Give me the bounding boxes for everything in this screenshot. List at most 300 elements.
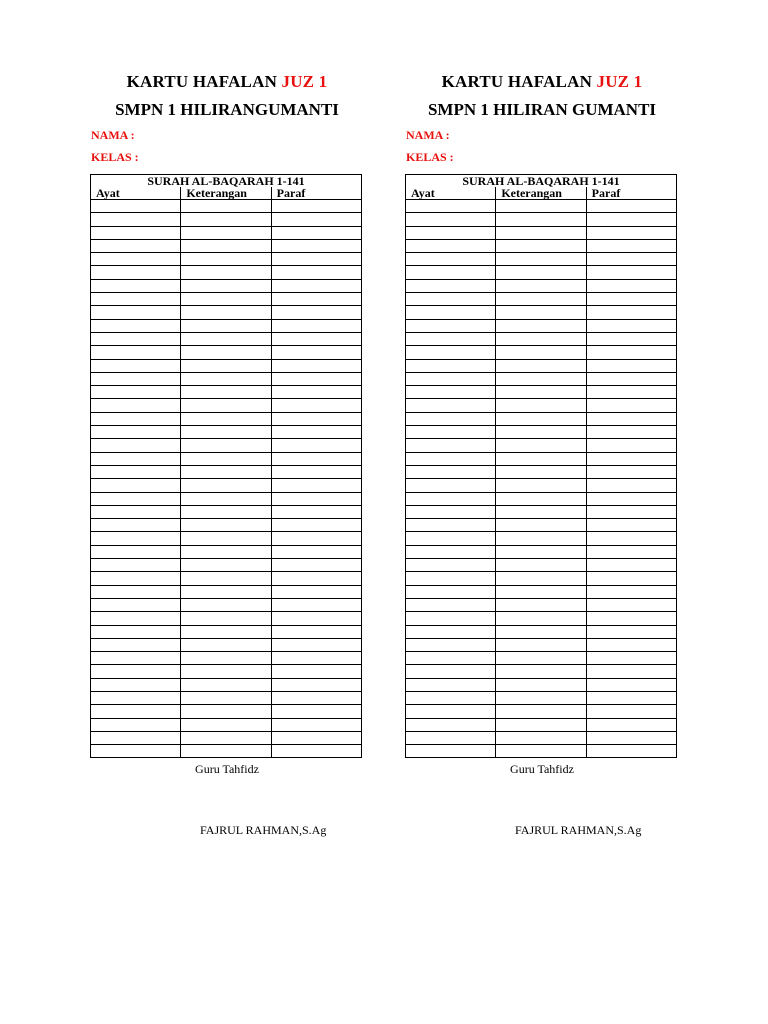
ayat-cell [406, 399, 496, 412]
keterangan-cell [496, 359, 586, 372]
table-row [91, 412, 362, 425]
paraf-cell [586, 638, 676, 651]
table-row [406, 718, 677, 731]
ayat-cell [406, 559, 496, 572]
keterangan-cell [496, 718, 586, 731]
table-body [91, 200, 362, 758]
table-row [91, 731, 362, 744]
ayat-cell [406, 226, 496, 239]
nama-label: NAMA : [406, 128, 450, 142]
column-header-paraf: Paraf [271, 187, 361, 200]
column-header-keterangan: Keterangan [181, 187, 271, 200]
ayat-cell [406, 691, 496, 704]
paraf-cell [271, 346, 361, 359]
paraf-cell [271, 691, 361, 704]
ayat-cell [406, 465, 496, 478]
paraf-cell [586, 505, 676, 518]
keterangan-cell [181, 638, 271, 651]
paraf-cell [271, 638, 361, 651]
ayat-cell [406, 665, 496, 678]
keterangan-cell [181, 213, 271, 226]
table-row [91, 253, 362, 266]
keterangan-cell [181, 652, 271, 665]
keterangan-cell [181, 532, 271, 545]
table-row [406, 226, 677, 239]
keterangan-cell [496, 279, 586, 292]
keterangan-cell [496, 439, 586, 452]
paraf-cell [586, 559, 676, 572]
table-row [91, 598, 362, 611]
title-juz: JUZ 1 [596, 72, 643, 91]
ayat-cell [91, 678, 181, 691]
table-row [91, 545, 362, 558]
keterangan-cell [496, 625, 586, 638]
keterangan-cell [181, 585, 271, 598]
table-row [406, 266, 677, 279]
table-row [406, 412, 677, 425]
school-name: SMPN 1 HILIRANGUMANTI [115, 100, 339, 119]
memorization-table [405, 174, 677, 758]
keterangan-cell [181, 293, 271, 306]
paraf-cell [586, 332, 676, 345]
ayat-cell [406, 386, 496, 399]
paraf-cell [586, 266, 676, 279]
ayat-cell [91, 718, 181, 731]
keterangan-cell [496, 386, 586, 399]
paraf-cell [586, 572, 676, 585]
table-row [406, 239, 677, 252]
ayat-cell [406, 426, 496, 439]
table-row [406, 439, 677, 452]
ayat-cell [406, 359, 496, 372]
ayat-cell [91, 559, 181, 572]
ayat-cell [91, 585, 181, 598]
signatory-name: FAJRUL RAHMAN,S.Ag [200, 823, 327, 837]
ayat-cell [91, 306, 181, 319]
paraf-cell [271, 532, 361, 545]
table-row [406, 532, 677, 545]
keterangan-cell [496, 266, 586, 279]
paraf-cell [271, 465, 361, 478]
paraf-cell [586, 691, 676, 704]
paraf-cell [271, 665, 361, 678]
paraf-cell [271, 479, 361, 492]
ayat-cell [91, 253, 181, 266]
keterangan-cell [181, 452, 271, 465]
table-row [406, 319, 677, 332]
paraf-cell [586, 226, 676, 239]
table-row [91, 572, 362, 585]
keterangan-cell [496, 545, 586, 558]
ayat-cell [406, 572, 496, 585]
keterangan-cell [496, 200, 586, 213]
ayat-cell [91, 412, 181, 425]
table-row [406, 678, 677, 691]
keterangan-cell [496, 665, 586, 678]
ayat-cell [91, 465, 181, 478]
ayat-cell [91, 386, 181, 399]
ayat-cell [406, 492, 496, 505]
keterangan-cell [496, 652, 586, 665]
table-row [91, 332, 362, 345]
keterangan-cell [181, 625, 271, 638]
keterangan-cell [496, 426, 586, 439]
keterangan-cell [181, 612, 271, 625]
ayat-cell [91, 505, 181, 518]
paraf-cell [586, 439, 676, 452]
keterangan-cell [496, 399, 586, 412]
paraf-cell [271, 293, 361, 306]
ayat-cell [406, 200, 496, 213]
keterangan-cell [496, 559, 586, 572]
paraf-cell [586, 386, 676, 399]
ayat-cell [91, 492, 181, 505]
paraf-cell [271, 559, 361, 572]
ayat-cell [406, 638, 496, 651]
ayat-cell [406, 479, 496, 492]
table-row [91, 465, 362, 478]
paraf-cell [271, 239, 361, 252]
ayat-cell [91, 279, 181, 292]
table-row [406, 479, 677, 492]
ayat-cell [91, 293, 181, 306]
table-row [406, 213, 677, 226]
paraf-cell [586, 306, 676, 319]
ayat-cell [91, 731, 181, 744]
paraf-cell [271, 585, 361, 598]
ayat-cell [91, 399, 181, 412]
paraf-cell [586, 293, 676, 306]
table-row [406, 492, 677, 505]
paraf-cell [586, 239, 676, 252]
keterangan-cell [496, 638, 586, 651]
paraf-cell [271, 306, 361, 319]
paraf-cell [586, 678, 676, 691]
ayat-cell [91, 598, 181, 611]
paraf-cell [271, 705, 361, 718]
table-row [406, 612, 677, 625]
ayat-cell [406, 319, 496, 332]
keterangan-cell [181, 372, 271, 385]
ayat-cell [406, 372, 496, 385]
paraf-cell [586, 452, 676, 465]
paraf-cell [586, 532, 676, 545]
paraf-cell [586, 731, 676, 744]
paraf-cell [586, 359, 676, 372]
ayat-cell [91, 705, 181, 718]
keterangan-cell [181, 253, 271, 266]
ayat-cell [406, 745, 496, 758]
keterangan-cell [181, 598, 271, 611]
table-row [91, 505, 362, 518]
paraf-cell [586, 652, 676, 665]
keterangan-cell [181, 492, 271, 505]
ayat-cell [406, 731, 496, 744]
keterangan-cell [181, 426, 271, 439]
guru-label: Guru Tahfidz [195, 762, 259, 776]
ayat-cell [91, 372, 181, 385]
keterangan-cell [496, 226, 586, 239]
paraf-cell [271, 359, 361, 372]
paraf-cell [271, 505, 361, 518]
column-header-ayat: Ayat [91, 187, 181, 200]
keterangan-cell [181, 519, 271, 532]
ayat-cell [91, 266, 181, 279]
title-prefix: KARTU HAFALAN [126, 72, 278, 91]
paraf-cell [271, 253, 361, 266]
kelas-label: KELAS : [91, 150, 139, 164]
paraf-cell [586, 319, 676, 332]
table-row [406, 372, 677, 385]
keterangan-cell [496, 346, 586, 359]
paraf-cell [271, 625, 361, 638]
ayat-cell [91, 332, 181, 345]
card-title [82, 72, 372, 92]
table-row [406, 346, 677, 359]
paraf-cell [271, 452, 361, 465]
paraf-cell [271, 399, 361, 412]
nama-label: NAMA : [91, 128, 135, 142]
guru-label: Guru Tahfidz [510, 762, 574, 776]
keterangan-cell [181, 306, 271, 319]
keterangan-cell [496, 505, 586, 518]
keterangan-cell [181, 412, 271, 425]
keterangan-cell [181, 745, 271, 758]
keterangan-cell [181, 319, 271, 332]
table-row [91, 479, 362, 492]
keterangan-cell [496, 412, 586, 425]
ayat-cell [406, 306, 496, 319]
table-row [91, 372, 362, 385]
ayat-cell [91, 239, 181, 252]
keterangan-cell [496, 319, 586, 332]
ayat-cell [406, 266, 496, 279]
keterangan-cell [496, 678, 586, 691]
table-row [91, 492, 362, 505]
paraf-cell [586, 705, 676, 718]
keterangan-cell [181, 479, 271, 492]
school-name: SMPN 1 HILIRAN GUMANTI [427, 100, 657, 119]
table-row [406, 200, 677, 213]
keterangan-cell [496, 372, 586, 385]
ayat-cell [91, 625, 181, 638]
keterangan-cell [496, 612, 586, 625]
keterangan-cell [181, 332, 271, 345]
ayat-cell [406, 545, 496, 558]
table-row [406, 452, 677, 465]
paraf-cell [271, 652, 361, 665]
ayat-cell [406, 452, 496, 465]
keterangan-cell [496, 745, 586, 758]
table-row [91, 665, 362, 678]
paraf-cell [271, 612, 361, 625]
keterangan-cell [181, 359, 271, 372]
paraf-cell [586, 346, 676, 359]
paraf-cell [271, 213, 361, 226]
table-row [406, 505, 677, 518]
table-row [406, 652, 677, 665]
table-row [91, 426, 362, 439]
keterangan-cell [181, 705, 271, 718]
table-row [406, 359, 677, 372]
table-row [406, 306, 677, 319]
paraf-cell [271, 572, 361, 585]
ayat-cell [91, 652, 181, 665]
keterangan-cell [181, 731, 271, 744]
ayat-cell [406, 652, 496, 665]
memorization-table [90, 174, 362, 758]
table-row [406, 279, 677, 292]
ayat-cell [91, 200, 181, 213]
keterangan-cell [181, 239, 271, 252]
table-row [91, 559, 362, 572]
surah-header: SURAH AL-BAQARAH 1-141 [406, 175, 677, 188]
keterangan-cell [181, 200, 271, 213]
keterangan-cell [496, 452, 586, 465]
paraf-cell [586, 545, 676, 558]
table-row [406, 253, 677, 266]
table-row [91, 532, 362, 545]
table-row [91, 519, 362, 532]
paraf-cell [586, 612, 676, 625]
ayat-cell [406, 213, 496, 226]
paraf-cell [586, 426, 676, 439]
table-row [406, 332, 677, 345]
signatory-name: FAJRUL RAHMAN,S.Ag [515, 823, 642, 837]
paraf-cell [271, 226, 361, 239]
keterangan-cell [181, 545, 271, 558]
table-row [406, 665, 677, 678]
paraf-cell [586, 412, 676, 425]
table-row [91, 386, 362, 399]
keterangan-cell [496, 479, 586, 492]
paraf-cell [586, 492, 676, 505]
ayat-cell [406, 718, 496, 731]
ayat-cell [406, 293, 496, 306]
table-row [91, 399, 362, 412]
paraf-cell [586, 745, 676, 758]
table-row [406, 426, 677, 439]
paraf-cell [271, 678, 361, 691]
paraf-cell [271, 200, 361, 213]
ayat-cell [406, 598, 496, 611]
ayat-cell [406, 625, 496, 638]
column-header-keterangan: Keterangan [496, 187, 586, 200]
table-row [91, 585, 362, 598]
title-prefix: KARTU HAFALAN [441, 72, 593, 91]
table-row [91, 652, 362, 665]
ayat-cell [91, 665, 181, 678]
ayat-cell [91, 226, 181, 239]
table-row [91, 745, 362, 758]
table-row [406, 705, 677, 718]
table-row [406, 465, 677, 478]
table-row [406, 598, 677, 611]
table-row [91, 239, 362, 252]
paraf-cell [586, 465, 676, 478]
table-row [91, 279, 362, 292]
keterangan-cell [496, 572, 586, 585]
table-row [406, 559, 677, 572]
kelas-label: KELAS : [406, 150, 454, 164]
table-row [91, 718, 362, 731]
keterangan-cell [181, 665, 271, 678]
keterangan-cell [181, 399, 271, 412]
paraf-cell [271, 412, 361, 425]
keterangan-cell [496, 332, 586, 345]
ayat-cell [91, 638, 181, 651]
ayat-cell [406, 612, 496, 625]
ayat-cell [91, 745, 181, 758]
table-row [91, 293, 362, 306]
keterangan-cell [496, 293, 586, 306]
table-row [406, 731, 677, 744]
keterangan-cell [496, 465, 586, 478]
ayat-cell [91, 426, 181, 439]
ayat-cell [91, 359, 181, 372]
keterangan-cell [496, 213, 586, 226]
table-row [406, 572, 677, 585]
table-row [91, 612, 362, 625]
table-row [91, 678, 362, 691]
ayat-cell [406, 412, 496, 425]
keterangan-cell [496, 492, 586, 505]
ayat-cell [91, 439, 181, 452]
paraf-cell [271, 545, 361, 558]
paraf-cell [271, 332, 361, 345]
paraf-cell [271, 745, 361, 758]
table-row [406, 293, 677, 306]
card-title [397, 72, 687, 92]
table-row [91, 306, 362, 319]
keterangan-cell [181, 465, 271, 478]
paraf-cell [586, 253, 676, 266]
keterangan-cell [181, 279, 271, 292]
table-row [91, 346, 362, 359]
keterangan-cell [181, 346, 271, 359]
paraf-cell [271, 386, 361, 399]
keterangan-cell [181, 226, 271, 239]
keterangan-cell [496, 731, 586, 744]
keterangan-cell [496, 306, 586, 319]
ayat-cell [406, 585, 496, 598]
column-header-paraf: Paraf [586, 187, 676, 200]
ayat-cell [91, 572, 181, 585]
table-row [91, 452, 362, 465]
paraf-cell [586, 598, 676, 611]
paraf-cell [271, 266, 361, 279]
table-row [406, 519, 677, 532]
paraf-cell [271, 519, 361, 532]
table-row [406, 745, 677, 758]
ayat-cell [406, 439, 496, 452]
table-row [91, 266, 362, 279]
ayat-cell [91, 691, 181, 704]
ayat-cell [91, 612, 181, 625]
table-row [91, 319, 362, 332]
table-row [406, 691, 677, 704]
table-row [91, 705, 362, 718]
paraf-cell [271, 718, 361, 731]
paraf-cell [586, 399, 676, 412]
ayat-cell [406, 346, 496, 359]
paraf-cell [586, 519, 676, 532]
table-row [406, 585, 677, 598]
paraf-cell [586, 718, 676, 731]
keterangan-cell [181, 386, 271, 399]
paraf-cell [271, 279, 361, 292]
ayat-cell [91, 213, 181, 226]
